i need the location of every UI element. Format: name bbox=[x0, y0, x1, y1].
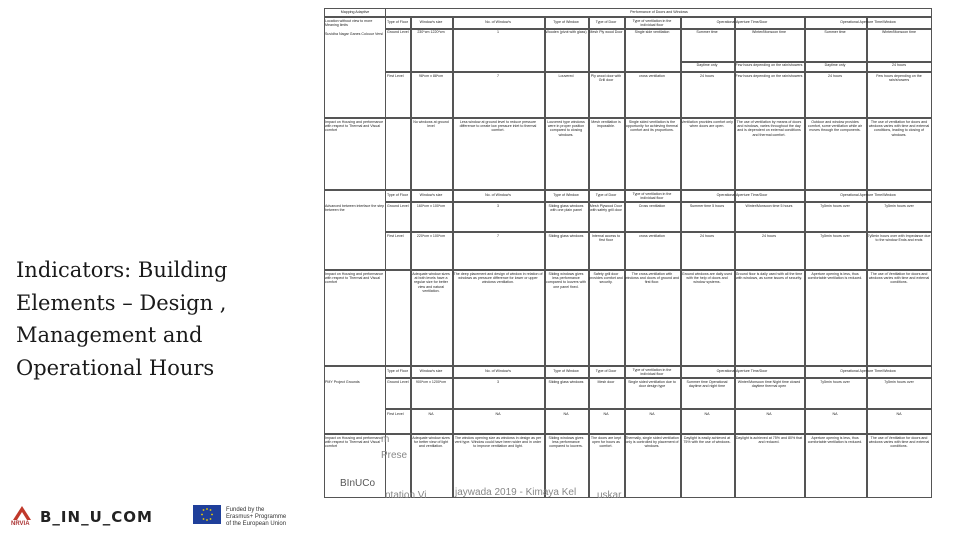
g2-summer: Summer time 5 hours bbox=[689, 204, 725, 208]
eu-funding-text bbox=[226, 507, 316, 528]
first-level-3: First Level bbox=[387, 412, 404, 416]
g1-summer: Summer time bbox=[696, 30, 718, 34]
col-no-windows-3: No. of Window's bbox=[485, 369, 511, 373]
f2-size: 220*cm x 100*cm bbox=[416, 234, 446, 238]
header-performance: Performance of Doors and Windows bbox=[630, 10, 688, 14]
impact-1e: Single sided ventilation is the opportunity for achieving thermal comfort and its proportions. bbox=[625, 120, 679, 133]
ghost-prese: Prese bbox=[381, 450, 408, 461]
na-9: NA bbox=[896, 412, 902, 416]
col-op-window: Operational Aperture Time/Window bbox=[840, 20, 896, 24]
na-5: NA bbox=[649, 412, 655, 416]
ghost-uskar: uskar bbox=[597, 490, 622, 501]
row1-sub: Suvidha Nagar Ganes Colouur Versl bbox=[325, 32, 383, 36]
na-8: NA bbox=[832, 412, 838, 416]
f2-type: Sliding glass windows bbox=[548, 234, 584, 238]
col-op-window-2: Operational Aperture Time/Window bbox=[840, 193, 896, 197]
ghost-m: m bbox=[381, 434, 390, 445]
col-no-windows: No. of Window's bbox=[485, 20, 511, 24]
g1-daytime-w: Daytime only bbox=[824, 63, 846, 67]
impact-1a: No windows at ground level bbox=[413, 120, 449, 129]
row-line bbox=[386, 71, 932, 73]
impact-3g: Daylight is achieved at 75% and 80% that and reduced. bbox=[735, 436, 803, 445]
na-1: NA bbox=[428, 412, 434, 416]
f1-num: 7 bbox=[497, 74, 499, 78]
col-line bbox=[804, 17, 806, 498]
col-type-door-2: Type of Door bbox=[595, 193, 617, 197]
col-no-windows-2: No. of Window's bbox=[485, 193, 511, 197]
row3-label: PMY Project Grounds bbox=[325, 380, 360, 384]
impact-2i: The use of Ventilation for doors and windows varies with time and external conditions. bbox=[868, 272, 930, 285]
col-line bbox=[866, 17, 868, 498]
col-ventilation-3: Type of ventilation in the individual floor bbox=[632, 368, 672, 377]
impact-2f: Ground windows are daily used with the help of doors and window systems. bbox=[681, 272, 733, 285]
b-in-u-com-logo: B_IN_U_COM bbox=[40, 508, 153, 526]
g3-type: Sliding glass windows bbox=[548, 380, 584, 384]
col-type-3: Type of Floor bbox=[387, 369, 408, 373]
f1-24-w: 24 hours bbox=[828, 74, 842, 78]
g3-summer: Summer time Operational daytime and night time bbox=[686, 380, 728, 389]
f1-type: Louvered bbox=[558, 74, 574, 78]
col-line bbox=[544, 17, 546, 498]
g3-num: 3 bbox=[497, 380, 499, 384]
slide-title: Indicators: Building Elements – Design , Management and Operational Hours bbox=[16, 258, 228, 380]
f2-24: 24 hours bbox=[700, 234, 714, 238]
col-op-door: Operational Aperture Time/Door bbox=[716, 20, 768, 24]
impact-2g: Ground floor is daily used with all the time with windows, as some issues of security. bbox=[735, 272, 803, 281]
g3-win-w: 7y5min hours over bbox=[884, 380, 914, 384]
impact-3c: Sliding windows gives less performance compared to louvers. bbox=[548, 436, 584, 449]
data-table bbox=[324, 8, 932, 508]
nrvia-logo-icon bbox=[13, 506, 31, 520]
impact-3i: The use of Ventilation for doors and windows varies with time and external conditions. bbox=[868, 436, 930, 449]
eu-flag-icon bbox=[193, 505, 221, 524]
g1-daytime: Daytime only bbox=[696, 63, 718, 67]
col-ventilation: Type of ventilation in the individual floor bbox=[632, 19, 672, 28]
eu-line-1: Funded by the bbox=[226, 507, 265, 513]
g2-vent: Cross ventilation bbox=[638, 204, 666, 208]
f2-win: 7y5min hours over bbox=[820, 234, 850, 238]
g2-winter: Winter/Monsoon time 5 hours bbox=[745, 204, 793, 208]
row2-label: Advanced between interface the step between the bbox=[325, 204, 385, 213]
f1-24: 24 hours bbox=[700, 74, 714, 78]
impact-3d: The doors are kept open for hours as comfort. bbox=[590, 436, 622, 449]
impact-2h: Aperture opening is less, thus comfortable ventilation is reduced. bbox=[807, 272, 863, 281]
col-type-window-3: Type of Window bbox=[553, 369, 579, 373]
col-op-door-2: Operational Aperture Time/Door bbox=[716, 193, 768, 197]
f1-door: Ply wood door with Grill door bbox=[590, 74, 622, 83]
g2-win-w: 7y5min hours over bbox=[884, 204, 914, 208]
col-type-window: Type of Window bbox=[553, 20, 579, 24]
header-mapping: Mapping Adaptive bbox=[340, 10, 370, 14]
f2-24b: 24 hours bbox=[762, 234, 776, 238]
row-line bbox=[386, 201, 932, 203]
f1-hours: Few hours depending on the rain/showers bbox=[735, 74, 803, 78]
f1-size: 98*cm x 88*cm bbox=[418, 74, 444, 78]
f1-vent: cross ventilation bbox=[639, 74, 665, 78]
g2-door: Mesh Plywood Door with safety grill door bbox=[589, 204, 623, 213]
impact-1b: Less window at ground level to reduce pressure difference to create low pressure inlet to thermal comfort. bbox=[459, 120, 537, 133]
impact-3b: The window opening size as windows in design as per vent type. Window could have been wider and in order to improve ventilation and light. bbox=[454, 436, 542, 449]
g3-door: Mesh door bbox=[597, 380, 615, 384]
na-2: NA bbox=[495, 412, 501, 416]
g2-num: 3 bbox=[497, 204, 499, 208]
col-op-window-3: Operational Aperture Time/Window bbox=[840, 369, 896, 373]
na-6: NA bbox=[704, 412, 710, 416]
col-type: Type of Floor bbox=[387, 20, 408, 24]
ground-level: Ground Level bbox=[387, 30, 409, 34]
ground-level-3: Ground Level bbox=[387, 380, 409, 384]
g1-24-w: 24 hours bbox=[892, 63, 906, 67]
col-type-door: Type of Door bbox=[595, 20, 617, 24]
impact-3h: Aperture opening is less, thus comfortable ventilation is reduced. bbox=[807, 436, 863, 445]
ghost-ntation: ntation Vi bbox=[385, 490, 427, 501]
impact-2c: Sliding windows gives less performance compared to louvers with one panel fixed. bbox=[546, 272, 586, 289]
g3-size: 900*cm x 1200*cm bbox=[415, 380, 447, 384]
first-level-2: First Level bbox=[387, 234, 404, 238]
first-level: First Level bbox=[387, 74, 404, 78]
row-line bbox=[386, 231, 932, 233]
impact-2a: Adequate window sizes at both levels have a regular size for better view and natural ventilation. bbox=[412, 272, 450, 293]
g1-summer-w: Summer time bbox=[824, 30, 846, 34]
impact-1c: Louvered type windows were in proper position compared to closing windows. bbox=[547, 120, 585, 137]
na-4: NA bbox=[603, 412, 609, 416]
row-line bbox=[386, 408, 932, 410]
g2-sum-w: 7y5min hours over bbox=[820, 204, 850, 208]
row1-label: Location without view to more Meaning limits bbox=[325, 19, 373, 28]
g2-size: 160*cm x 100*cm bbox=[416, 204, 446, 208]
col-line bbox=[734, 17, 736, 498]
col-line bbox=[680, 17, 682, 498]
ghost-jaywada: jaywada 2019 - Kimaya Kel bbox=[455, 487, 577, 498]
g3-vent: Single sided ventilation due to door design type bbox=[628, 380, 676, 389]
impact-1h: Outdoor and window provides comfort, some ventilation while air moves through the components. bbox=[807, 120, 863, 133]
col-window-size: Window's size bbox=[419, 20, 443, 24]
impact-1f: Ventilation provides comfort only when doors are open. bbox=[681, 120, 733, 129]
nrvia-label: NRVIA bbox=[11, 521, 30, 527]
col-type-door-3: Type of Door bbox=[595, 369, 617, 373]
impact-3e: Thermally, single sided ventilation only is controlled by placement of windows. bbox=[625, 436, 679, 449]
impact-2e: The cross-ventilation with windows and doors of ground and first floor. bbox=[625, 272, 679, 285]
col-op-door-3: Operational Aperture Time/Door bbox=[716, 369, 768, 373]
impact-label-3: Impact on Housing and performance with respect to Thermal and Visual comfort bbox=[325, 436, 384, 449]
g1-size: 230*cm 1220*cm bbox=[417, 30, 445, 34]
na-7: NA bbox=[766, 412, 772, 416]
f2-note: 7y5min hours over with Impedance due to the window Ends and ends bbox=[867, 234, 931, 243]
impact-1d: Mesh ventilation is impossible. bbox=[591, 120, 621, 129]
g1-type: Wooden (pivot with glass) bbox=[545, 30, 587, 34]
col-line bbox=[624, 17, 626, 498]
impact-3f: Daylight is easily achieved at 75% with the use of windows. bbox=[683, 436, 731, 445]
f2-num: 7 bbox=[497, 234, 499, 238]
col-line bbox=[588, 17, 590, 498]
col-ventilation-2: Type of ventilation in the individual floor bbox=[632, 192, 672, 201]
g2-type: Sliding glass windows with one plain panel bbox=[548, 204, 584, 213]
col-type-window-2: Type of Window bbox=[553, 193, 579, 197]
ground-level-2: Ground Level bbox=[387, 204, 409, 208]
g3-sum-w: 7y5min hours over bbox=[820, 380, 850, 384]
eu-line-3: of the European Union bbox=[226, 521, 287, 527]
g3-winter: Winter/Monsoon time Night time closed daytime thermal open bbox=[737, 380, 801, 389]
g1-num: 1 bbox=[497, 30, 499, 34]
f2-door: Internal access to first floor bbox=[591, 234, 621, 243]
impact-3a: Adequate window sizes for better view of light and ventilation. bbox=[412, 436, 450, 449]
g1-winter-w: Winter/Monsoon time bbox=[882, 30, 916, 34]
impact-label-2: Impact on Housing and performance with respect to Thermal and Visual comfort bbox=[325, 272, 384, 285]
col-line bbox=[410, 17, 412, 498]
impact-2d: Safety grill door provides comfort and security. bbox=[589, 272, 623, 285]
f2-vent: cross ventilation bbox=[639, 234, 665, 238]
col-window-size-3: Window's size bbox=[419, 369, 443, 373]
impact-label-1: Impact on Housing and performance with respect to Thermal and Visual comfort bbox=[325, 120, 384, 133]
col-type-2: Type of Floor bbox=[387, 193, 408, 197]
g1-winter: Winter/Monsoon time bbox=[752, 30, 786, 34]
ghost-binuco: BInUCo bbox=[340, 478, 376, 489]
row-line bbox=[386, 377, 932, 379]
impact-2b: The deep placement and design of window in relation of windows as pressure difference for lower or upper windows ventilation. bbox=[453, 272, 543, 285]
col-window-size-2: Window's size bbox=[419, 193, 443, 197]
impact-1g: The use of ventilation by means of doors and windows, varies throughout the day and is dependent on external conditions and thermal comfort. bbox=[736, 120, 802, 137]
f1-hours-w: Few hours depending on the rain/showers bbox=[876, 74, 922, 83]
eu-line-2: Erasmus+ Programme bbox=[226, 514, 287, 520]
g1-door: Mesh Ply wood Door bbox=[589, 30, 623, 34]
col-line bbox=[452, 17, 454, 498]
g1-vent: Single side ventilation bbox=[634, 30, 670, 34]
na-3: NA bbox=[563, 412, 569, 416]
impact-1i: The use of ventilation for doors and windows varies with time and external conditions, leading to closing of windows. bbox=[868, 120, 930, 137]
g1-hours: Few hours depending on the rain/showers bbox=[735, 63, 803, 67]
